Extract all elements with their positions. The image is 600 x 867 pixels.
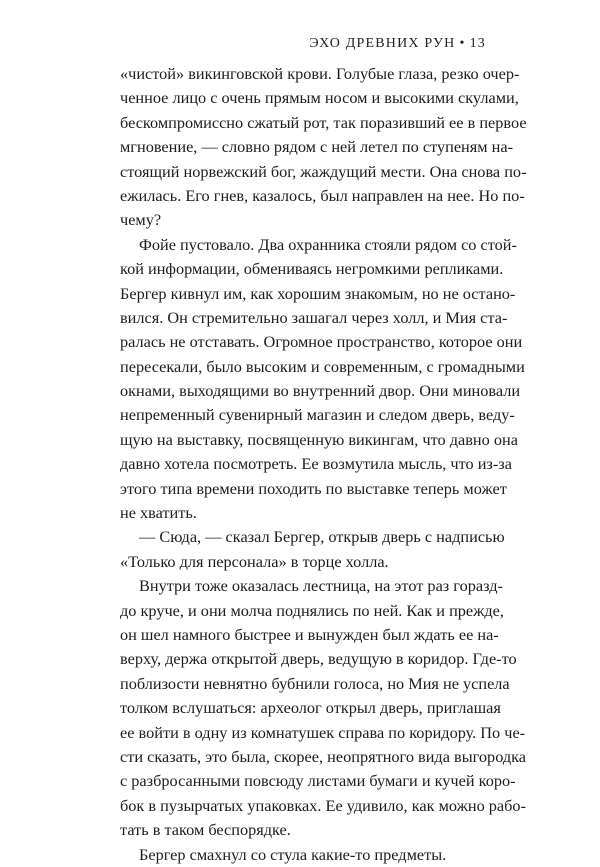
text-line: ченное лицо с очень прямым носом и высокими скулами, [120, 88, 519, 108]
text-line: с разбросанными повсюду листами бумаги и кучей коро- [120, 771, 516, 791]
text-line: пересекали, было высоким и современным, с громадными [120, 356, 525, 376]
text-line: он шел намного быстрее и вынужден был ждать ее на- [120, 624, 499, 644]
book-title: ЭХО ДРЕВНИХ РУН [309, 36, 456, 51]
text-line: тать в таком беспорядке. [120, 820, 291, 840]
paragraph-start-line: Внутри тоже оказалась лестница, на этот раз горазд- [139, 576, 503, 596]
text-line: поблизости невнятно бубнили голоса, но Мия не успела [120, 673, 510, 693]
text-line: Бергер кивнул им, как хорошим знакомым, но не остано- [120, 283, 516, 303]
text-line: этого типа времени походить по выставке теперь может [120, 478, 507, 498]
header-separator: • [459, 36, 466, 51]
text-line: окнами, выходящими во внутренний двор. Они миновали [120, 381, 521, 401]
body-text [120, 62, 527, 867]
text-line: ежилась. Его гнев, казалось, был направлен на нее. Но по- [120, 185, 525, 205]
text-line: вился. Он стремительно зашагал через холл, и Мия ста- [120, 307, 508, 327]
text-line: бок в пузырчатых упаковках. Ее удивило, как можно рабо- [120, 795, 526, 815]
text-line: не хватить. [120, 503, 197, 523]
text-line: стоящий норвежский бог, жаждущий мести. Она снова по- [120, 161, 527, 181]
text-line: «Только для персонала» в торце холла. [120, 551, 389, 571]
text-line: до круче, и они молча поднялись по ней. Как и прежде, [120, 600, 504, 620]
text-line: чему? [120, 210, 162, 230]
text-line: «чистой» викинговской крови. Голубые глаза, резко очер- [120, 64, 520, 83]
paragraph-start-line: — Сюда, — сказал Бергер, открыв дверь с надписью [139, 527, 505, 547]
text-line: толком вслушаться: археолог открыл дверь, приглашая [120, 698, 501, 718]
text-line: мгновение, — словно рядом с ней летел по ступеням на- [120, 137, 513, 157]
text-line: бескомпромиссно сжатый рот, так поразивший ее в первое [120, 112, 527, 132]
text-line: сти сказать, это была, скорее, неопрятного вида выгородка [120, 746, 527, 766]
text-line: кой информации, обмениваясь негромкими репликами. [120, 259, 504, 279]
text-line: ее войти в одну из комнатушек справа по коридору. По че- [120, 722, 526, 742]
page-number: 13 [469, 36, 486, 51]
text-line: ралась не отставать. Огромное пространство, которое они [120, 332, 523, 352]
text-line: непременный сувенирный магазин и следом дверь, веду- [120, 405, 515, 425]
running-head [309, 36, 486, 52]
text-line: щую на выставку, посвященную викингам, что давно она [120, 429, 518, 449]
paragraph-start-line: Фойе пустовало. Два охранника стояли рядом со стой- [139, 234, 517, 254]
paragraph-start-line: Бергер смахнул со стула какие-то предметы. [139, 844, 447, 864]
text-line: давно хотела посмотреть. Ее возмутила мысль, что из-за [120, 454, 512, 474]
text-line: верху, держа открытой дверь, ведущую в коридор. Где-то [120, 649, 517, 669]
